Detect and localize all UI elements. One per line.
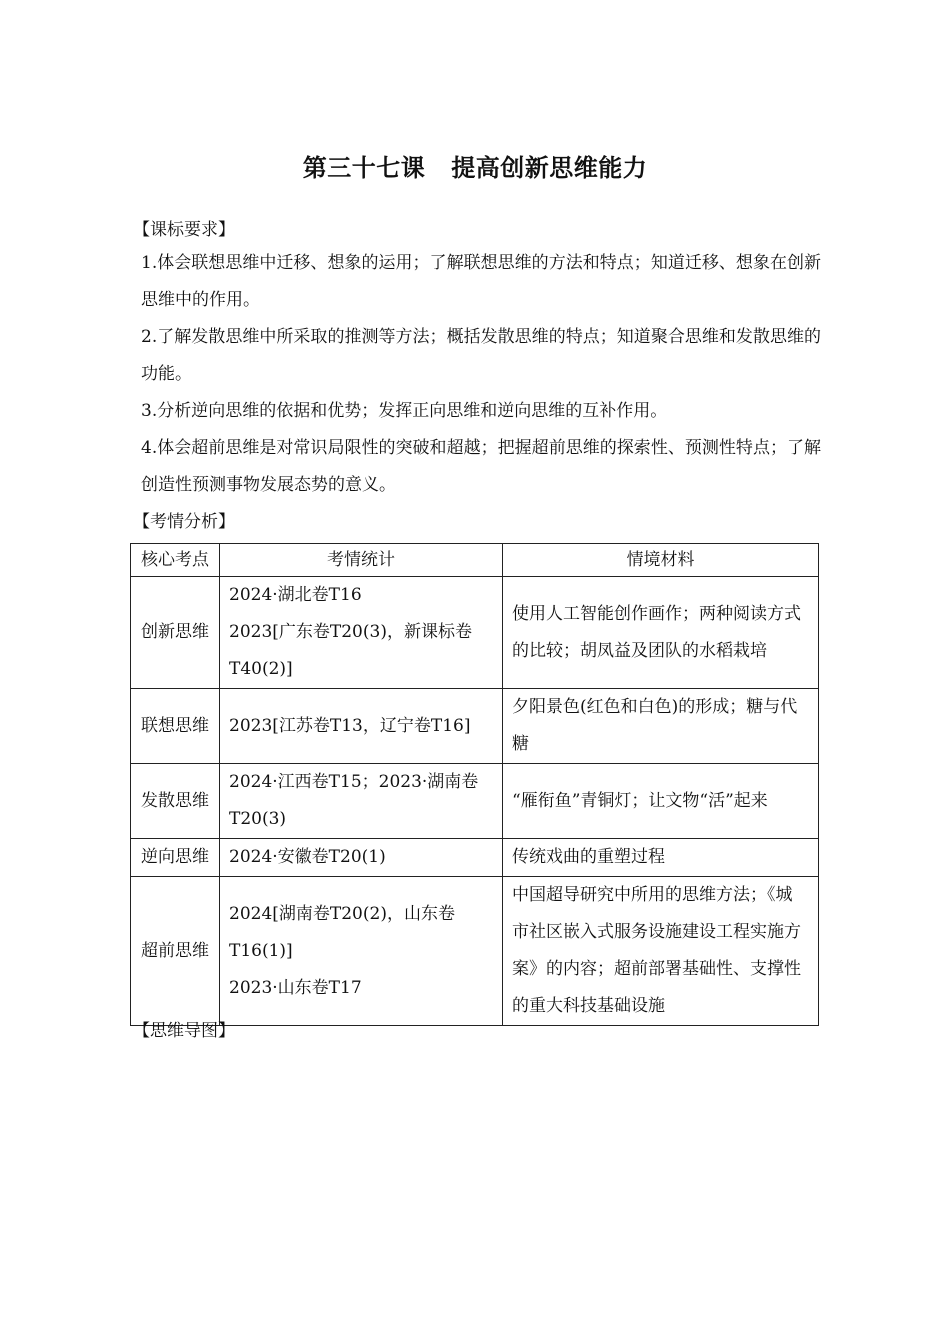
context-material: 使用人工智能创作画作；两种阅读方式的比较；胡凤益及团队的水稻栽培 <box>503 577 819 689</box>
core-topic: 联想思维 <box>131 689 220 764</box>
exam-analysis-table <box>130 543 819 1026</box>
table-row <box>131 577 819 689</box>
core-topic: 发散思维 <box>131 764 220 839</box>
table-row <box>131 689 819 764</box>
core-topic: 逆向思维 <box>131 839 220 877</box>
stat-line: 2024·江西卷T15；2023·湖南卷T20(3) <box>229 772 479 829</box>
stat-line: 2023[广东卷T20(3)，新课标卷T40(2)] <box>229 622 472 679</box>
requirements-heading: 【课标要求】 <box>133 220 235 240</box>
context-material: 中国超导研究中所用的思维方法；《城市社区嵌入式服务设施建设工程实施方案》的内容；超前部署基础性、支撑性的重大科技基础设施 <box>503 877 819 1026</box>
exam-stats <box>220 577 503 689</box>
requirement-item-1: 1.体会联想思维中迁移、想象的运用；了解联想思维的方法和特点；知道迁移、想象在创新思维中的作用。 <box>141 253 821 310</box>
stat-line: 2023[江苏卷T13，辽宁卷T16] <box>229 715 471 736</box>
lesson-title: 提高创新思维能力 <box>451 154 648 182</box>
requirement-item-3: 3.分析逆向思维的依据和优势；发挥正向思维和逆向思维的互补作用。 <box>141 401 668 421</box>
exam-stats <box>220 689 503 764</box>
table-row <box>131 877 819 1026</box>
header-stats: 考情统计 <box>220 544 503 577</box>
exam-stats <box>220 839 503 877</box>
lesson-number: 第三十七课 <box>302 154 426 182</box>
stat-line: 2024·安徽卷T20(1) <box>229 847 386 867</box>
core-topic: 创新思维 <box>131 577 220 689</box>
exam-stats <box>220 764 503 839</box>
stat-line: 2023·山东卷T17 <box>229 977 362 998</box>
stat-line: 2024·湖北卷T16 <box>229 585 362 605</box>
exam-stats <box>220 877 503 1026</box>
header-core: 核心考点 <box>131 544 220 577</box>
context-material: 传统戏曲的重塑过程 <box>503 839 819 877</box>
header-material: 情境材料 <box>503 544 819 577</box>
table-row <box>131 839 819 877</box>
page-title <box>0 150 950 186</box>
mindmap-heading: 【思维导图】 <box>133 1021 235 1041</box>
context-material: “雁衔鱼”青铜灯；让文物“活”起来 <box>503 764 819 839</box>
context-material: 夕阳景色(红色和白色)的形成；糖与代糖 <box>503 689 819 764</box>
analysis-heading: 【考情分析】 <box>133 512 235 532</box>
requirement-item-2: 2.了解发散思维中所采取的推测等方法；概括发散思维的特点；知道聚合思维和发散思维的功能。 <box>141 327 821 384</box>
requirement-item-4: 4.体会超前思维是对常识局限性的突破和超越；把握超前思维的探索性、预测性特点；了解创造性预测事物发展态势的意义。 <box>141 438 821 495</box>
core-topic: 超前思维 <box>131 877 220 1026</box>
table-header-row <box>131 544 819 577</box>
table-row <box>131 764 819 839</box>
stat-line: 2024[湖南卷T20(2)，山东卷T16(1)] <box>229 903 455 961</box>
